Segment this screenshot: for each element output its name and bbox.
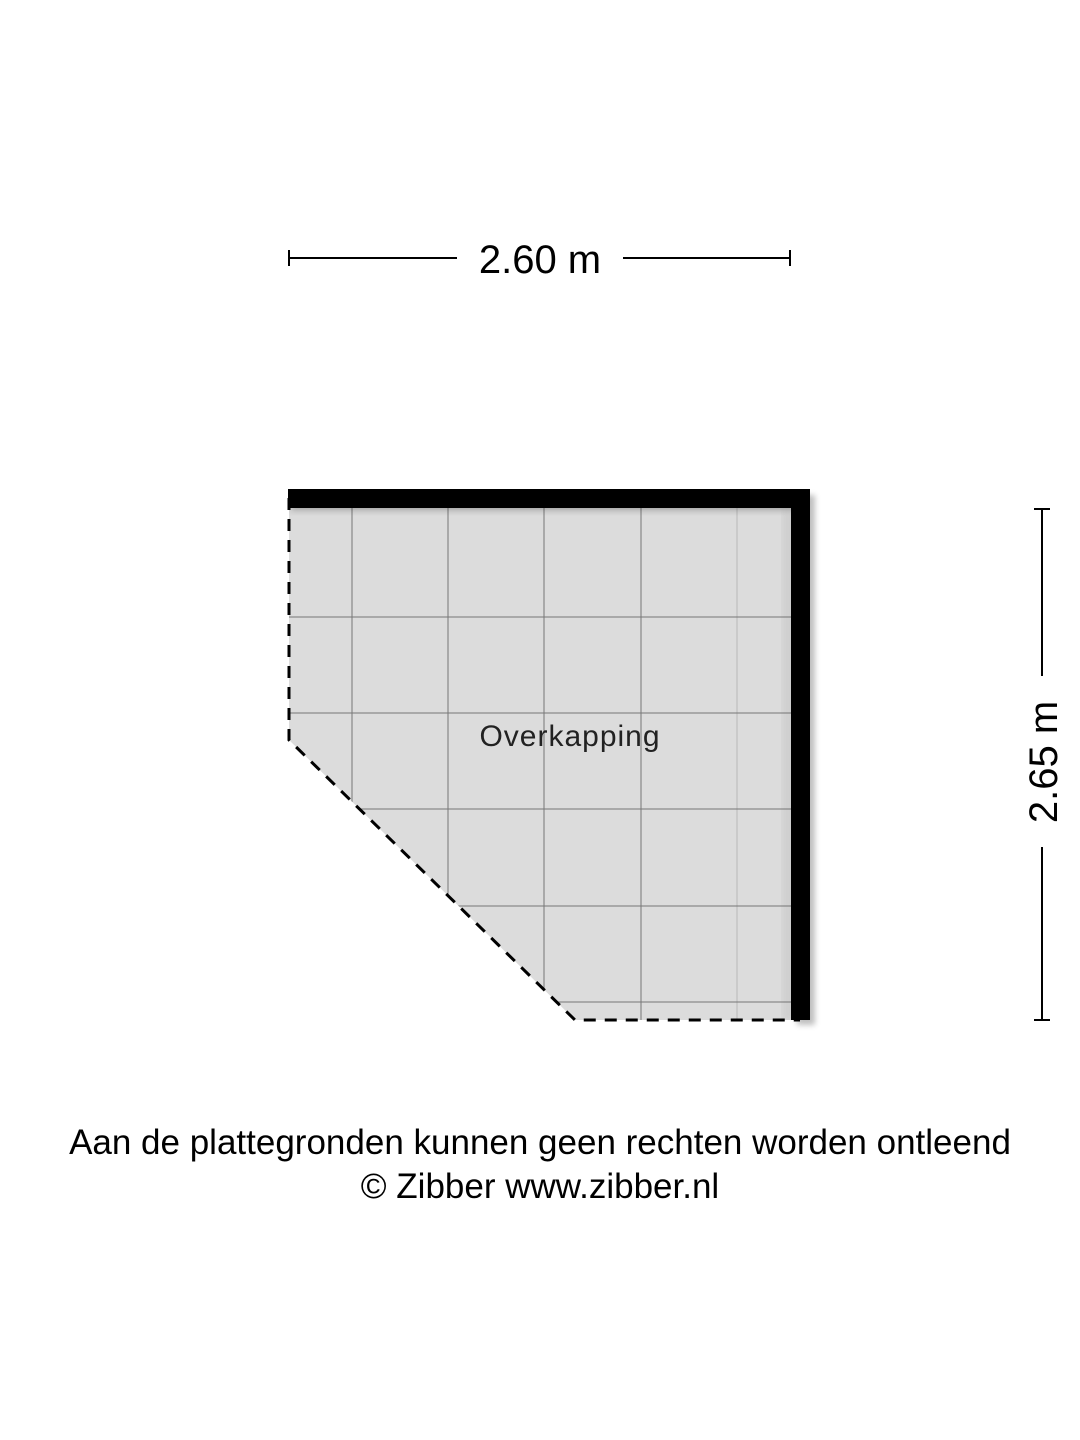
- room-overkapping: [288, 489, 815, 1025]
- width-label: 2.60 m: [478, 238, 602, 282]
- height-label: 2.65 m: [1022, 700, 1066, 824]
- copyright-text: © Zibber www.zibber.nl: [360, 1167, 720, 1206]
- height-dimension: [1022, 509, 1066, 1020]
- room-label: Overkapping: [479, 720, 661, 753]
- footer-disclaimer: [0, 1121, 1080, 1209]
- width-dimension: [289, 238, 790, 282]
- disclaimer-text: Aan de plattegronden kunnen geen rechten worden ontleend: [69, 1123, 1011, 1162]
